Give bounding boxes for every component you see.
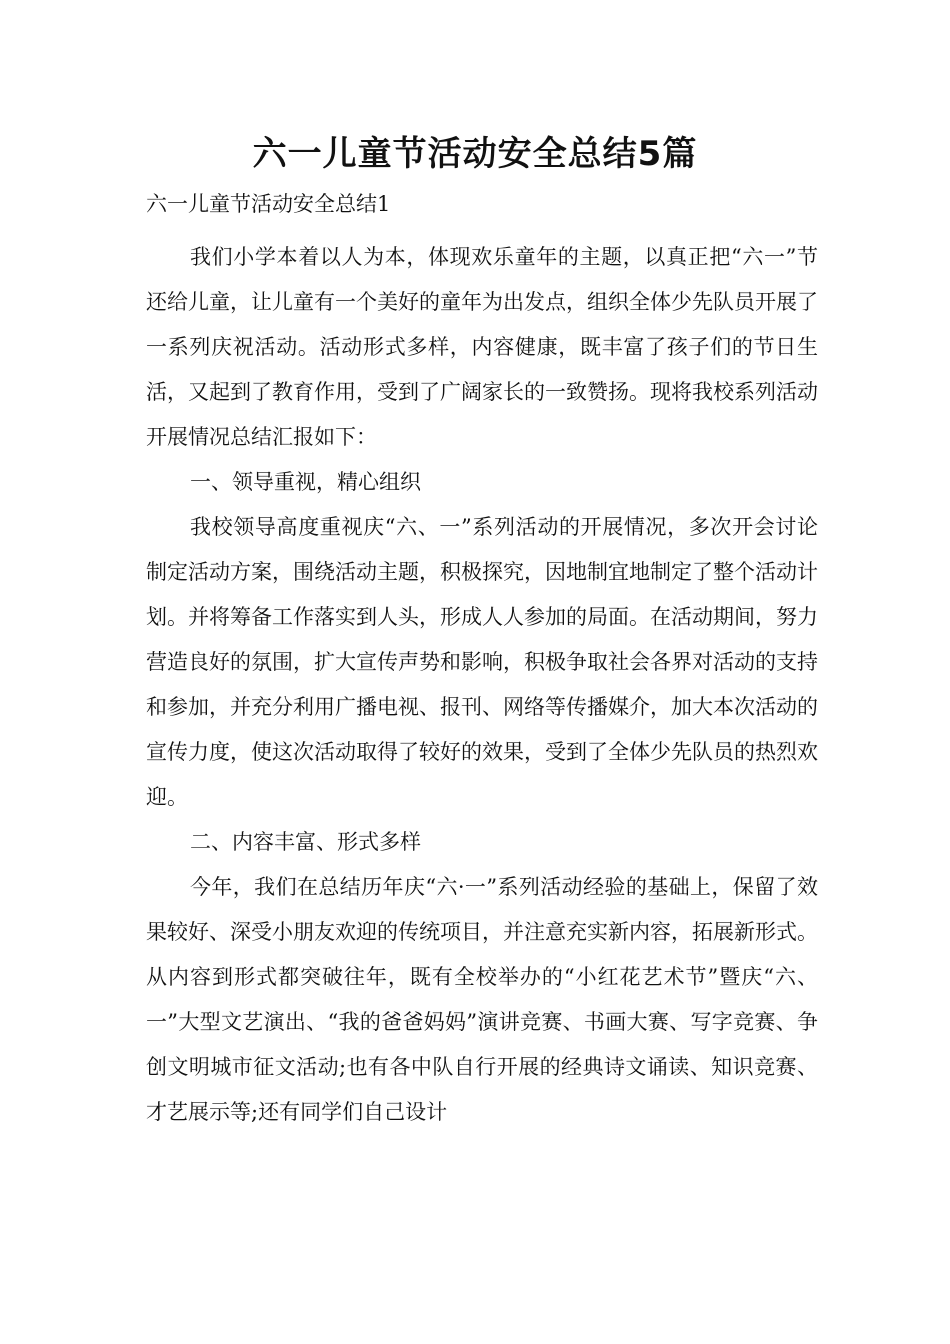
paragraph-section-1: 我校领导高度重视庆“六、一”系列活动的开展情况，多次开会讨论制定活动方案，围绕活动主题，积极探究，因地制宜地制定了整个活动计划。并将筹备工作落实到人头，形成人人参加的局面。在活动期间，努力营造良好的氛围，扩大宣传声势和影响，积极争取社会各界对活动的支持和参加，并充分利用广播电视、报刊、网络等传播媒介，加大本次活动的宣传力度，使这次活动取得了较好的效果，受到了全体少先队员的热烈欢迎。 (146, 515, 818, 809)
section-heading-1: 一、领导重视，精心组织 (190, 470, 421, 494)
section-heading-2: 二、内容丰富、形式多样 (190, 830, 421, 854)
document-body (146, 182, 818, 1135)
document-subtitle: 六一儿童节活动安全总结1 (146, 192, 391, 216)
paragraph-intro: 我们小学本着以人为本，体现欢乐童年的主题，以真正把“六一”节还给儿童，让儿童有一个美好的童年为出发点，组织全体少先队员开展了一系列庆祝活动。活动形式多样，内容健康，既丰富了孩子们的节日生活，又起到了教育作用，受到了广阔家长的一致赞扬。现将我校系列活动开展情况总结汇报如下： (146, 245, 818, 449)
document-title: 六一儿童节活动安全总结5篇 (252, 134, 698, 174)
paragraph-section-2: 今年，我们在总结历年庆“六·一”系列活动经验的基础上，保留了效果较好、深受小朋友欢迎的传统项目，并注意充实新内容，拓展新形式。从内容到形式都突破往年，既有全校举办的“小红花艺术节”暨庆“六、一”大型文艺演出、“我的爸爸妈妈”演讲竞赛、书画大赛、写字竞赛、争创文明城市征文活动;也有各中队自行开展的经典诗文诵读、知识竞赛、才艺展示等;还有同学们自己设计 (146, 875, 818, 1124)
